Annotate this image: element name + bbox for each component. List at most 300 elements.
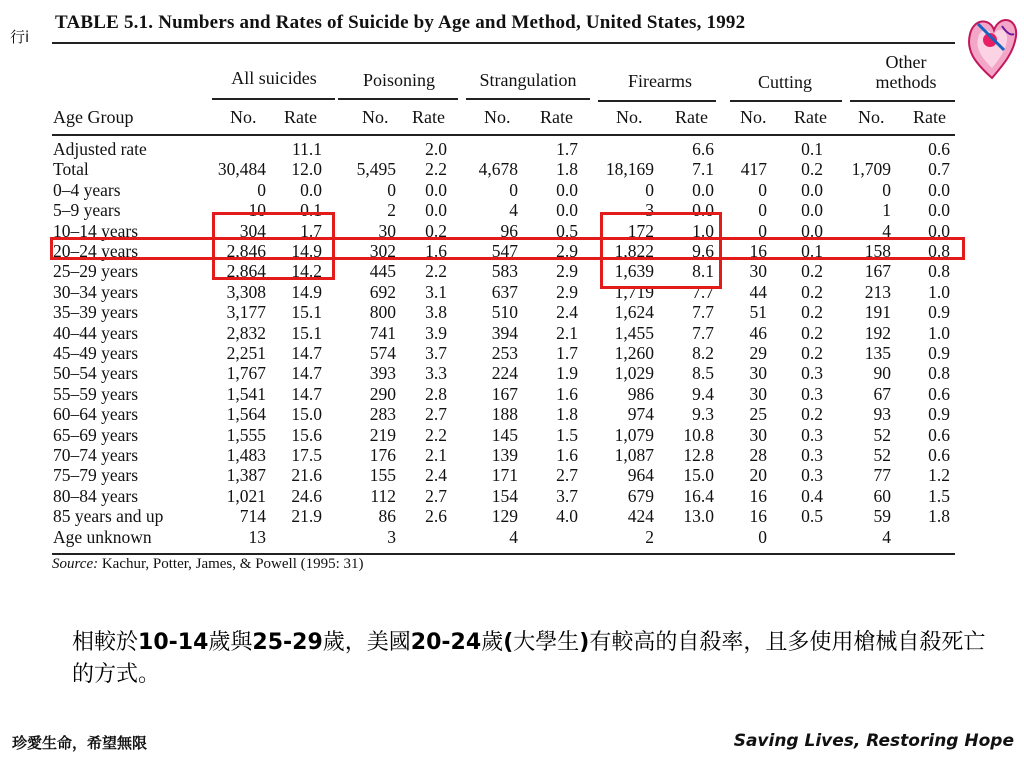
count-cell: 0 xyxy=(758,200,767,221)
rate-cell: 1.7 xyxy=(556,139,578,159)
rate-cell: 0.0 xyxy=(801,220,823,241)
note-emphasis: ) xyxy=(579,630,590,655)
rate-cell: 1.5 xyxy=(556,424,578,445)
age-group-cell: 5–9 years xyxy=(53,200,121,221)
count-cell: 290 xyxy=(369,383,396,404)
note-part: 歲，美國 xyxy=(322,630,411,655)
count-cell: 2,864 xyxy=(226,261,266,282)
col-rate-header: Rate xyxy=(913,107,946,127)
table-row xyxy=(0,139,1024,159)
rate-cell: 2.7 xyxy=(425,485,447,506)
col-no-header: No. xyxy=(740,107,767,127)
count-cell: 59 xyxy=(873,506,891,527)
col-no-header: No. xyxy=(230,107,257,127)
rate-cell: 0.1 xyxy=(801,139,823,159)
count-cell: 679 xyxy=(627,485,654,506)
count-cell: 3,177 xyxy=(226,302,266,323)
count-cell: 93 xyxy=(873,404,891,425)
age-group-cell: 55–59 years xyxy=(53,383,139,404)
group-rule-firearms xyxy=(598,100,716,102)
rate-cell: 9.4 xyxy=(692,383,714,404)
count-cell: 25 xyxy=(749,404,767,425)
rate-cell: 1.8 xyxy=(556,404,578,425)
col-rate-header: Rate xyxy=(540,107,573,127)
table-row xyxy=(0,159,1024,179)
count-cell: 1,767 xyxy=(226,363,266,384)
count-cell: 964 xyxy=(627,465,654,486)
count-cell: 253 xyxy=(491,343,518,363)
rate-cell: 0.7 xyxy=(928,159,950,180)
table-row xyxy=(0,261,1024,281)
group-rule-cutting xyxy=(730,100,842,102)
rate-cell: 4.0 xyxy=(556,506,578,527)
count-cell: 1,260 xyxy=(614,343,654,363)
rate-cell: 1.2 xyxy=(928,465,950,486)
table-title: TABLE 5.1. Numbers and Rates of Suicide by Age and Method, United States, 1992 xyxy=(55,12,746,33)
rate-cell: 0.2 xyxy=(801,302,823,323)
count-cell: 0 xyxy=(758,526,767,547)
count-cell: 129 xyxy=(491,506,518,527)
count-cell: 1,624 xyxy=(614,302,654,323)
count-cell: 394 xyxy=(491,322,518,343)
rate-cell: 0.6 xyxy=(928,383,950,404)
rate-cell: 1.8 xyxy=(928,506,950,527)
table-row xyxy=(0,282,1024,302)
rate-cell: 2.2 xyxy=(425,159,447,180)
footer-slogan-chinese: 珍愛生命，希望無限 xyxy=(12,734,148,752)
age-group-cell: 35–39 years xyxy=(53,302,139,323)
rate-cell: 1.7 xyxy=(300,220,322,241)
count-cell: 0 xyxy=(882,179,891,200)
count-cell: 1,029 xyxy=(614,363,654,384)
rate-cell: 21.6 xyxy=(291,465,322,486)
count-cell: 16 xyxy=(749,485,767,506)
note-part: 歲與 xyxy=(208,630,253,655)
bottom-rule xyxy=(52,553,955,555)
age-group-header: Age Group xyxy=(53,107,134,127)
col-rate-header: Rate xyxy=(284,107,317,127)
table-row xyxy=(0,384,1024,404)
rate-cell: 16.4 xyxy=(683,485,714,506)
group-rule-poisoning xyxy=(338,98,458,100)
count-cell: 16 xyxy=(749,506,767,527)
count-cell: 0 xyxy=(645,179,654,200)
count-cell: 393 xyxy=(369,363,396,384)
rate-cell: 7.7 xyxy=(692,322,714,343)
note-emphasis: ( xyxy=(503,630,514,655)
rate-cell: 0.0 xyxy=(556,179,578,200)
count-cell: 67 xyxy=(873,383,891,404)
rate-cell: 2.9 xyxy=(556,281,578,302)
count-cell: 213 xyxy=(864,281,891,302)
table-row xyxy=(0,363,1024,383)
rate-cell: 0.2 xyxy=(801,281,823,302)
count-cell: 44 xyxy=(749,281,767,302)
col-rate-header: Rate xyxy=(794,107,827,127)
table-row xyxy=(0,180,1024,200)
header-rule xyxy=(52,134,955,136)
count-cell: 30 xyxy=(749,261,767,282)
rate-cell: 0.0 xyxy=(928,179,950,200)
rate-cell: 0.1 xyxy=(300,200,322,221)
table-row xyxy=(0,343,1024,363)
count-cell: 0 xyxy=(387,179,396,200)
count-cell: 1,639 xyxy=(614,261,654,282)
count-cell: 13 xyxy=(248,526,266,547)
count-cell: 2 xyxy=(387,200,396,221)
rate-cell: 0.3 xyxy=(801,445,823,465)
group-other-methods-line1: Other xyxy=(885,52,927,72)
table-row xyxy=(0,506,1024,526)
count-cell: 547 xyxy=(491,241,518,261)
rate-cell: 0.0 xyxy=(425,179,447,200)
rate-cell: 1.6 xyxy=(556,445,578,465)
rate-cell: 1.8 xyxy=(556,159,578,180)
count-cell: 30 xyxy=(749,383,767,404)
count-cell: 192 xyxy=(864,322,891,343)
table-row xyxy=(0,445,1024,465)
count-cell: 4 xyxy=(509,200,518,221)
count-cell: 4 xyxy=(882,220,891,241)
age-group-cell: 85 years and up xyxy=(53,506,164,527)
rate-cell: 0.0 xyxy=(692,179,714,200)
count-cell: 1,087 xyxy=(614,445,654,465)
rate-cell: 15.6 xyxy=(291,424,322,445)
count-cell: 224 xyxy=(491,363,518,384)
rate-cell: 13.0 xyxy=(683,506,714,527)
rate-cell: 2.1 xyxy=(556,322,578,343)
count-cell: 283 xyxy=(369,404,396,425)
rate-cell: 15.0 xyxy=(683,465,714,486)
rate-cell: 1.6 xyxy=(425,241,447,261)
count-cell: 4 xyxy=(882,526,891,547)
count-cell: 30 xyxy=(749,363,767,384)
count-cell: 2 xyxy=(645,526,654,547)
rate-cell: 0.9 xyxy=(928,343,950,363)
age-group-cell: 45–49 years xyxy=(53,343,139,363)
source-label: Source: xyxy=(52,556,99,572)
col-no-header: No. xyxy=(858,107,885,127)
rate-cell: 0.2 xyxy=(801,261,823,282)
count-cell: 135 xyxy=(864,343,891,363)
rate-cell: 10.8 xyxy=(683,424,714,445)
group-cutting: Cutting xyxy=(757,72,812,92)
rate-cell: 1.5 xyxy=(928,485,950,506)
count-cell: 741 xyxy=(369,322,396,343)
age-group-cell: 80–84 years xyxy=(53,485,139,506)
commentary-text xyxy=(72,627,992,691)
rate-cell: 0.6 xyxy=(928,445,950,465)
age-group-cell: 10–14 years xyxy=(53,220,139,241)
count-cell: 145 xyxy=(491,424,518,445)
count-cell: 112 xyxy=(370,485,396,506)
count-cell: 1 xyxy=(882,200,891,221)
count-cell: 30 xyxy=(378,220,396,241)
count-cell: 30 xyxy=(749,424,767,445)
age-group-cell: 20–24 years xyxy=(53,241,139,261)
count-cell: 167 xyxy=(864,261,891,282)
count-cell: 302 xyxy=(369,241,396,261)
group-poisoning: Poisoning xyxy=(362,70,436,90)
note-emphasis: 10-14 xyxy=(138,630,209,655)
rate-cell: 2.4 xyxy=(556,302,578,323)
count-cell: 1,483 xyxy=(226,445,266,465)
rate-cell: 1.7 xyxy=(556,343,578,363)
rate-cell: 0.9 xyxy=(928,404,950,425)
rate-cell: 9.3 xyxy=(692,404,714,425)
group-other-methods-line2: methods xyxy=(875,72,937,92)
table-row xyxy=(0,486,1024,506)
rate-cell: 3.1 xyxy=(425,281,447,302)
rate-cell: 7.7 xyxy=(692,281,714,302)
col-rate-header: Rate xyxy=(412,107,445,127)
count-cell: 171 xyxy=(491,465,518,486)
count-cell: 219 xyxy=(369,424,396,445)
table-row xyxy=(0,465,1024,485)
rate-cell: 0.9 xyxy=(928,302,950,323)
heart-logo-icon xyxy=(964,6,1020,86)
count-cell: 2,846 xyxy=(226,241,266,261)
note-part: 相較於 xyxy=(72,630,139,655)
rate-cell: 0.3 xyxy=(801,383,823,404)
count-cell: 424 xyxy=(627,506,654,527)
count-cell: 304 xyxy=(239,220,266,241)
rate-cell: 0.2 xyxy=(801,322,823,343)
col-no-header: No. xyxy=(362,107,389,127)
count-cell: 52 xyxy=(873,424,891,445)
count-cell: 637 xyxy=(491,281,518,302)
age-group-cell: 65–69 years xyxy=(53,424,139,445)
rate-cell: 2.2 xyxy=(425,261,447,282)
count-cell: 0 xyxy=(509,179,518,200)
rate-cell: 1.6 xyxy=(556,383,578,404)
count-cell: 1,719 xyxy=(614,281,654,302)
rate-cell: 3.7 xyxy=(425,343,447,363)
rate-cell: 0.2 xyxy=(801,159,823,180)
count-cell: 96 xyxy=(500,220,518,241)
count-cell: 1,822 xyxy=(614,241,654,261)
table-row xyxy=(0,425,1024,445)
group-rule-strangulation xyxy=(466,98,590,100)
footer-slogan-english: Saving Lives, Restoring Hope xyxy=(733,731,1014,751)
rate-cell: 14.7 xyxy=(291,363,322,384)
group-all-suicides: All suicides xyxy=(231,68,317,88)
rate-cell: 3.7 xyxy=(556,485,578,506)
count-cell: 167 xyxy=(491,383,518,404)
corner-label: 行i xyxy=(10,28,30,46)
rate-cell: 6.6 xyxy=(692,139,714,159)
rate-cell: 3.9 xyxy=(425,322,447,343)
rate-cell: 0.1 xyxy=(801,241,823,261)
count-cell: 4,678 xyxy=(478,159,518,180)
rate-cell: 0.6 xyxy=(928,424,950,445)
count-cell: 0 xyxy=(758,220,767,241)
table-row xyxy=(0,404,1024,424)
count-cell: 2,251 xyxy=(226,343,266,363)
rate-cell: 14.2 xyxy=(291,261,322,282)
source-line xyxy=(52,556,364,573)
title-rule xyxy=(52,42,955,44)
rate-cell: 0.6 xyxy=(928,139,950,159)
rate-cell: 8.5 xyxy=(692,363,714,384)
count-cell: 155 xyxy=(369,465,396,486)
table-row xyxy=(0,527,1024,547)
age-group-cell: 75–79 years xyxy=(53,465,139,486)
rate-cell: 0.0 xyxy=(801,179,823,200)
table-row xyxy=(0,302,1024,322)
count-cell: 1,455 xyxy=(614,322,654,343)
count-cell: 30,484 xyxy=(217,159,266,180)
col-rate-header: Rate xyxy=(675,107,708,127)
count-cell: 90 xyxy=(873,363,891,384)
rate-cell: 17.5 xyxy=(291,445,322,465)
count-cell: 417 xyxy=(740,159,767,180)
rate-cell: 0.0 xyxy=(692,200,714,221)
rate-cell: 0.2 xyxy=(801,404,823,425)
count-cell: 986 xyxy=(627,383,654,404)
rate-cell: 0.0 xyxy=(801,200,823,221)
rate-cell: 15.1 xyxy=(291,322,322,343)
rate-cell: 9.6 xyxy=(692,241,714,261)
rate-cell: 21.9 xyxy=(291,506,322,527)
age-group-cell: 30–34 years xyxy=(53,281,139,302)
count-cell: 800 xyxy=(369,302,396,323)
rate-cell: 2.6 xyxy=(425,506,447,527)
rate-cell: 0.5 xyxy=(556,220,578,241)
count-cell: 191 xyxy=(864,302,891,323)
rate-cell: 2.8 xyxy=(425,383,447,404)
count-cell: 974 xyxy=(627,404,654,425)
count-cell: 1,541 xyxy=(226,383,266,404)
count-cell: 3,308 xyxy=(226,281,266,302)
count-cell: 583 xyxy=(491,261,518,282)
rate-cell: 0.2 xyxy=(801,343,823,363)
rate-cell: 0.3 xyxy=(801,465,823,486)
count-cell: 1,079 xyxy=(614,424,654,445)
rate-cell: 24.6 xyxy=(291,485,322,506)
rate-cell: 14.9 xyxy=(291,281,322,302)
count-cell: 18,169 xyxy=(605,159,654,180)
rate-cell: 2.1 xyxy=(425,445,447,465)
rate-cell: 12.0 xyxy=(291,159,322,180)
count-cell: 0 xyxy=(758,179,767,200)
source-text: Kachur, Potter, James, & Powell (1995: 31) xyxy=(101,556,364,572)
rate-cell: 0.0 xyxy=(928,220,950,241)
col-no-header: No. xyxy=(484,107,511,127)
count-cell: 29 xyxy=(749,343,767,363)
count-cell: 60 xyxy=(873,485,891,506)
count-cell: 574 xyxy=(369,343,396,363)
count-cell: 5,495 xyxy=(356,159,396,180)
highlight-box-20-24-row xyxy=(50,237,965,260)
rate-cell: 0.5 xyxy=(801,506,823,527)
age-group-cell: Age unknown xyxy=(53,526,152,547)
group-firearms: Firearms xyxy=(628,71,692,91)
rate-cell: 0.0 xyxy=(928,200,950,221)
count-cell: 0 xyxy=(257,179,266,200)
rate-cell: 14.7 xyxy=(291,383,322,404)
rate-cell: 14.9 xyxy=(291,241,322,261)
group-rule-other xyxy=(850,100,955,102)
rate-cell: 0.8 xyxy=(928,241,950,261)
count-cell: 158 xyxy=(864,241,891,261)
rate-cell: 1.0 xyxy=(692,220,714,241)
note-part: 有較高的自殺率，且多使用槍械自殺死亡的方式。 xyxy=(72,630,986,687)
count-cell: 77 xyxy=(873,465,891,486)
count-cell: 139 xyxy=(491,445,518,465)
count-cell: 28 xyxy=(749,445,767,465)
rate-cell: 2.7 xyxy=(556,465,578,486)
count-cell: 176 xyxy=(369,445,396,465)
age-group-cell: 0–4 years xyxy=(53,179,121,200)
count-cell: 10 xyxy=(248,200,266,221)
group-rule-all xyxy=(212,98,335,100)
rate-cell: 0.0 xyxy=(425,200,447,221)
rate-cell: 2.4 xyxy=(425,465,447,486)
count-cell: 714 xyxy=(239,506,266,527)
count-cell: 1,021 xyxy=(226,485,266,506)
rate-cell: 7.7 xyxy=(692,302,714,323)
rate-cell: 0.0 xyxy=(300,179,322,200)
col-no-header: No. xyxy=(616,107,643,127)
rate-cell: 0.4 xyxy=(801,485,823,506)
rate-cell: 0.8 xyxy=(928,261,950,282)
age-group-cell: Adjusted rate xyxy=(53,139,147,159)
count-cell: 51 xyxy=(749,302,767,323)
count-cell: 1,709 xyxy=(851,159,891,180)
note-part: 大學生 xyxy=(513,630,580,655)
age-group-cell: 25–29 years xyxy=(53,261,139,282)
count-cell: 188 xyxy=(491,404,518,425)
rate-cell: 0.3 xyxy=(801,424,823,445)
note-part: 歲 xyxy=(481,630,504,655)
rate-cell: 7.1 xyxy=(692,159,714,180)
count-cell: 2,832 xyxy=(226,322,266,343)
age-group-cell: 70–74 years xyxy=(53,445,139,465)
rate-cell: 3.3 xyxy=(425,363,447,384)
rate-cell: 3.8 xyxy=(425,302,447,323)
rate-cell: 14.7 xyxy=(291,343,322,363)
rate-cell: 2.2 xyxy=(425,424,447,445)
count-cell: 52 xyxy=(873,445,891,465)
count-cell: 46 xyxy=(749,322,767,343)
note-emphasis: 20-24 xyxy=(410,630,482,655)
rate-cell: 0.2 xyxy=(425,220,447,241)
count-cell: 510 xyxy=(491,302,518,323)
group-strangulation: Strangulation xyxy=(479,70,577,90)
rate-cell: 15.1 xyxy=(291,302,322,323)
rate-cell: 0.0 xyxy=(556,200,578,221)
rate-cell: 1.0 xyxy=(928,281,950,302)
rate-cell: 12.8 xyxy=(683,445,714,465)
rate-cell: 15.0 xyxy=(291,404,322,425)
table-row xyxy=(0,200,1024,220)
rate-cell: 2.9 xyxy=(556,261,578,282)
rate-cell: 8.1 xyxy=(692,261,714,282)
count-cell: 445 xyxy=(369,261,396,282)
count-cell: 692 xyxy=(369,281,396,302)
count-cell: 1,387 xyxy=(226,465,266,486)
rate-cell: 0.3 xyxy=(801,363,823,384)
rate-cell: 0.8 xyxy=(928,363,950,384)
count-cell: 3 xyxy=(387,526,396,547)
rate-cell: 1.0 xyxy=(928,322,950,343)
rate-cell: 11.1 xyxy=(292,139,322,159)
count-cell: 3 xyxy=(645,200,654,221)
age-group-cell: 40–44 years xyxy=(53,322,139,343)
count-cell: 86 xyxy=(378,506,396,527)
age-group-cell: 60–64 years xyxy=(53,404,139,425)
